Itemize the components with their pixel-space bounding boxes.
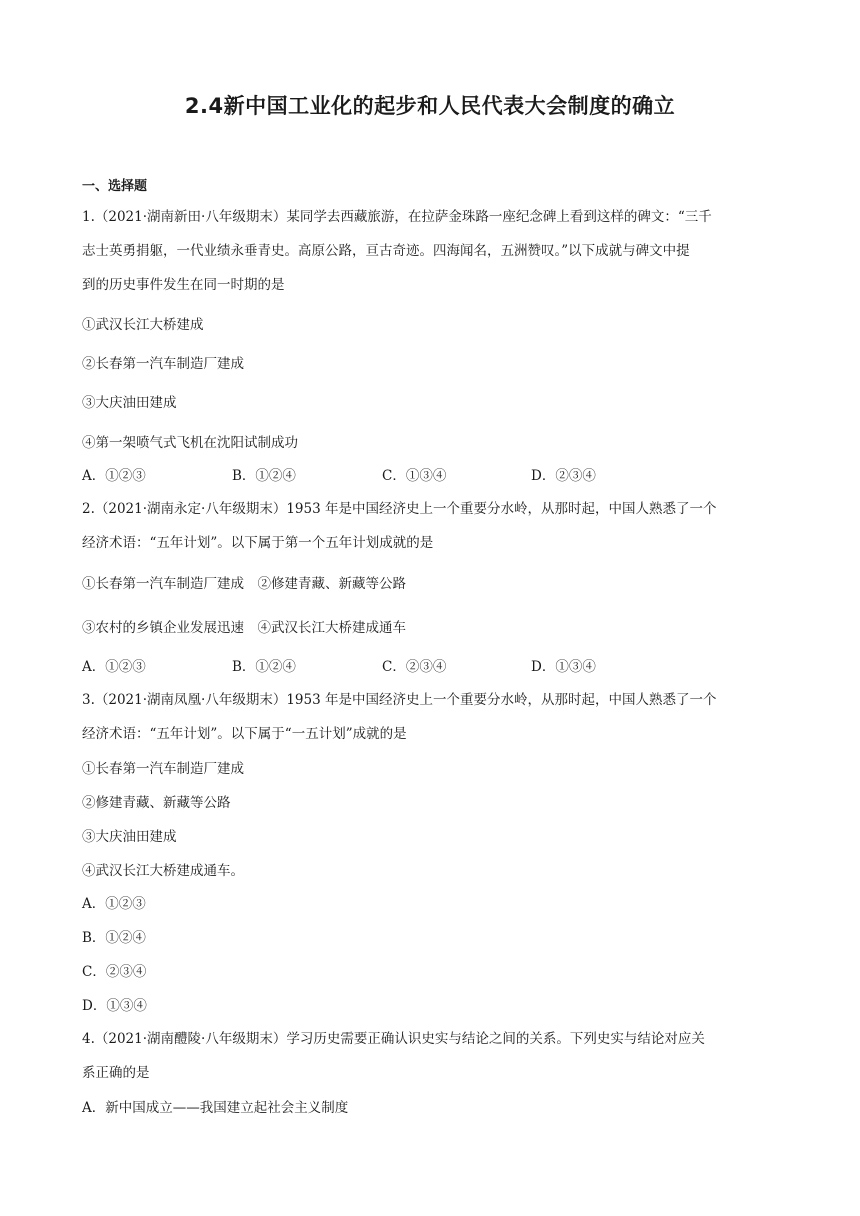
q4-stem-line-1: 4.（2021·湖南醴陵·八年级期末）学习历史需要正确认识史实与结论之间的关系。下列史实与结论对应关	[82, 1031, 705, 1047]
q2-items-row-1: ①长春第一汽车制造厂建成 ②修建青藏、新藏等公路	[82, 576, 406, 592]
q1-item-1: ①武汉长江大桥建成	[82, 317, 204, 333]
q1-option-b: B．①②④	[232, 468, 296, 484]
q3-option-a: A．①②③	[82, 896, 146, 912]
q3-option-d: D．①③④	[82, 998, 147, 1014]
q3-item-3: ③大庆油田建成	[82, 829, 177, 845]
q3-option-b: B．①②④	[82, 930, 146, 946]
q2-option-c: C．②③④	[382, 659, 447, 675]
q1-item-2: ②长春第一汽车制造厂建成	[82, 356, 244, 372]
q3-item-1: ①长春第一汽车制造厂建成	[82, 761, 244, 777]
q1-stem-line-3: 到的历史事件发生在同一时期的是	[82, 277, 285, 293]
q4-option-a: A．新中国成立——我国建立起社会主义制度	[82, 1100, 349, 1116]
q1-option-d: D．②③④	[531, 468, 596, 484]
section-heading: 一、选择题	[82, 179, 148, 194]
q1-options	[82, 464, 722, 484]
q1-stem-line-2: 志士英勇捐躯，一代业绩永垂青史。高原公路，亘古奇迹。四海闻名，五洲赞叹。”以下成就与碑文中提	[82, 243, 690, 259]
q3-item-4: ④武汉长江大桥建成通车。	[82, 863, 244, 879]
q3-item-2: ②修建青藏、新藏等公路	[82, 795, 231, 811]
q1-item-3: ③大庆油田建成	[82, 395, 177, 411]
q2-items-row-2: ③农村的乡镇企业发展迅速 ④武汉长江大桥建成通车	[82, 620, 406, 636]
q1-option-a: A．①②③	[82, 468, 146, 484]
q2-option-a: A．①②③	[82, 659, 146, 675]
q1-option-c: C．①③④	[382, 468, 447, 484]
q1-stem-line-1: 1.（2021·湖南新田·八年级期末）某同学去西藏旅游，在拉萨金珠路一座纪念碑上看到这样的碑文：“三千	[82, 209, 712, 225]
q2-stem-line-2: 经济术语：“五年计划”。以下属于第一个五年计划成就的是	[82, 535, 434, 551]
page-title: 2.4新中国工业化的起步和人民代表大会制度的确立	[184, 94, 676, 118]
q1-item-4: ④第一架喷气式飞机在沈阳试制成功	[82, 435, 298, 451]
q2-options	[82, 655, 722, 675]
q2-option-d: D．①③④	[531, 659, 596, 675]
q3-stem-line-1: 3.（2021·湖南凤凰·八年级期末）1953 年是中国经济史上一个重要分水岭，从那时起，中国人熟悉了一个	[82, 692, 717, 708]
q3-stem-line-2: 经济术语：“五年计划”。以下属于“一五计划”成就的是	[82, 726, 407, 742]
q2-stem-line-1: 2.（2021·湖南永定·八年级期末）1953 年是中国经济史上一个重要分水岭，从那时起，中国人熟悉了一个	[82, 501, 717, 517]
q3-option-c: C．②③④	[82, 964, 147, 980]
q4-stem-line-2: 系正确的是	[82, 1065, 150, 1081]
q2-option-b: B．①②④	[232, 659, 296, 675]
